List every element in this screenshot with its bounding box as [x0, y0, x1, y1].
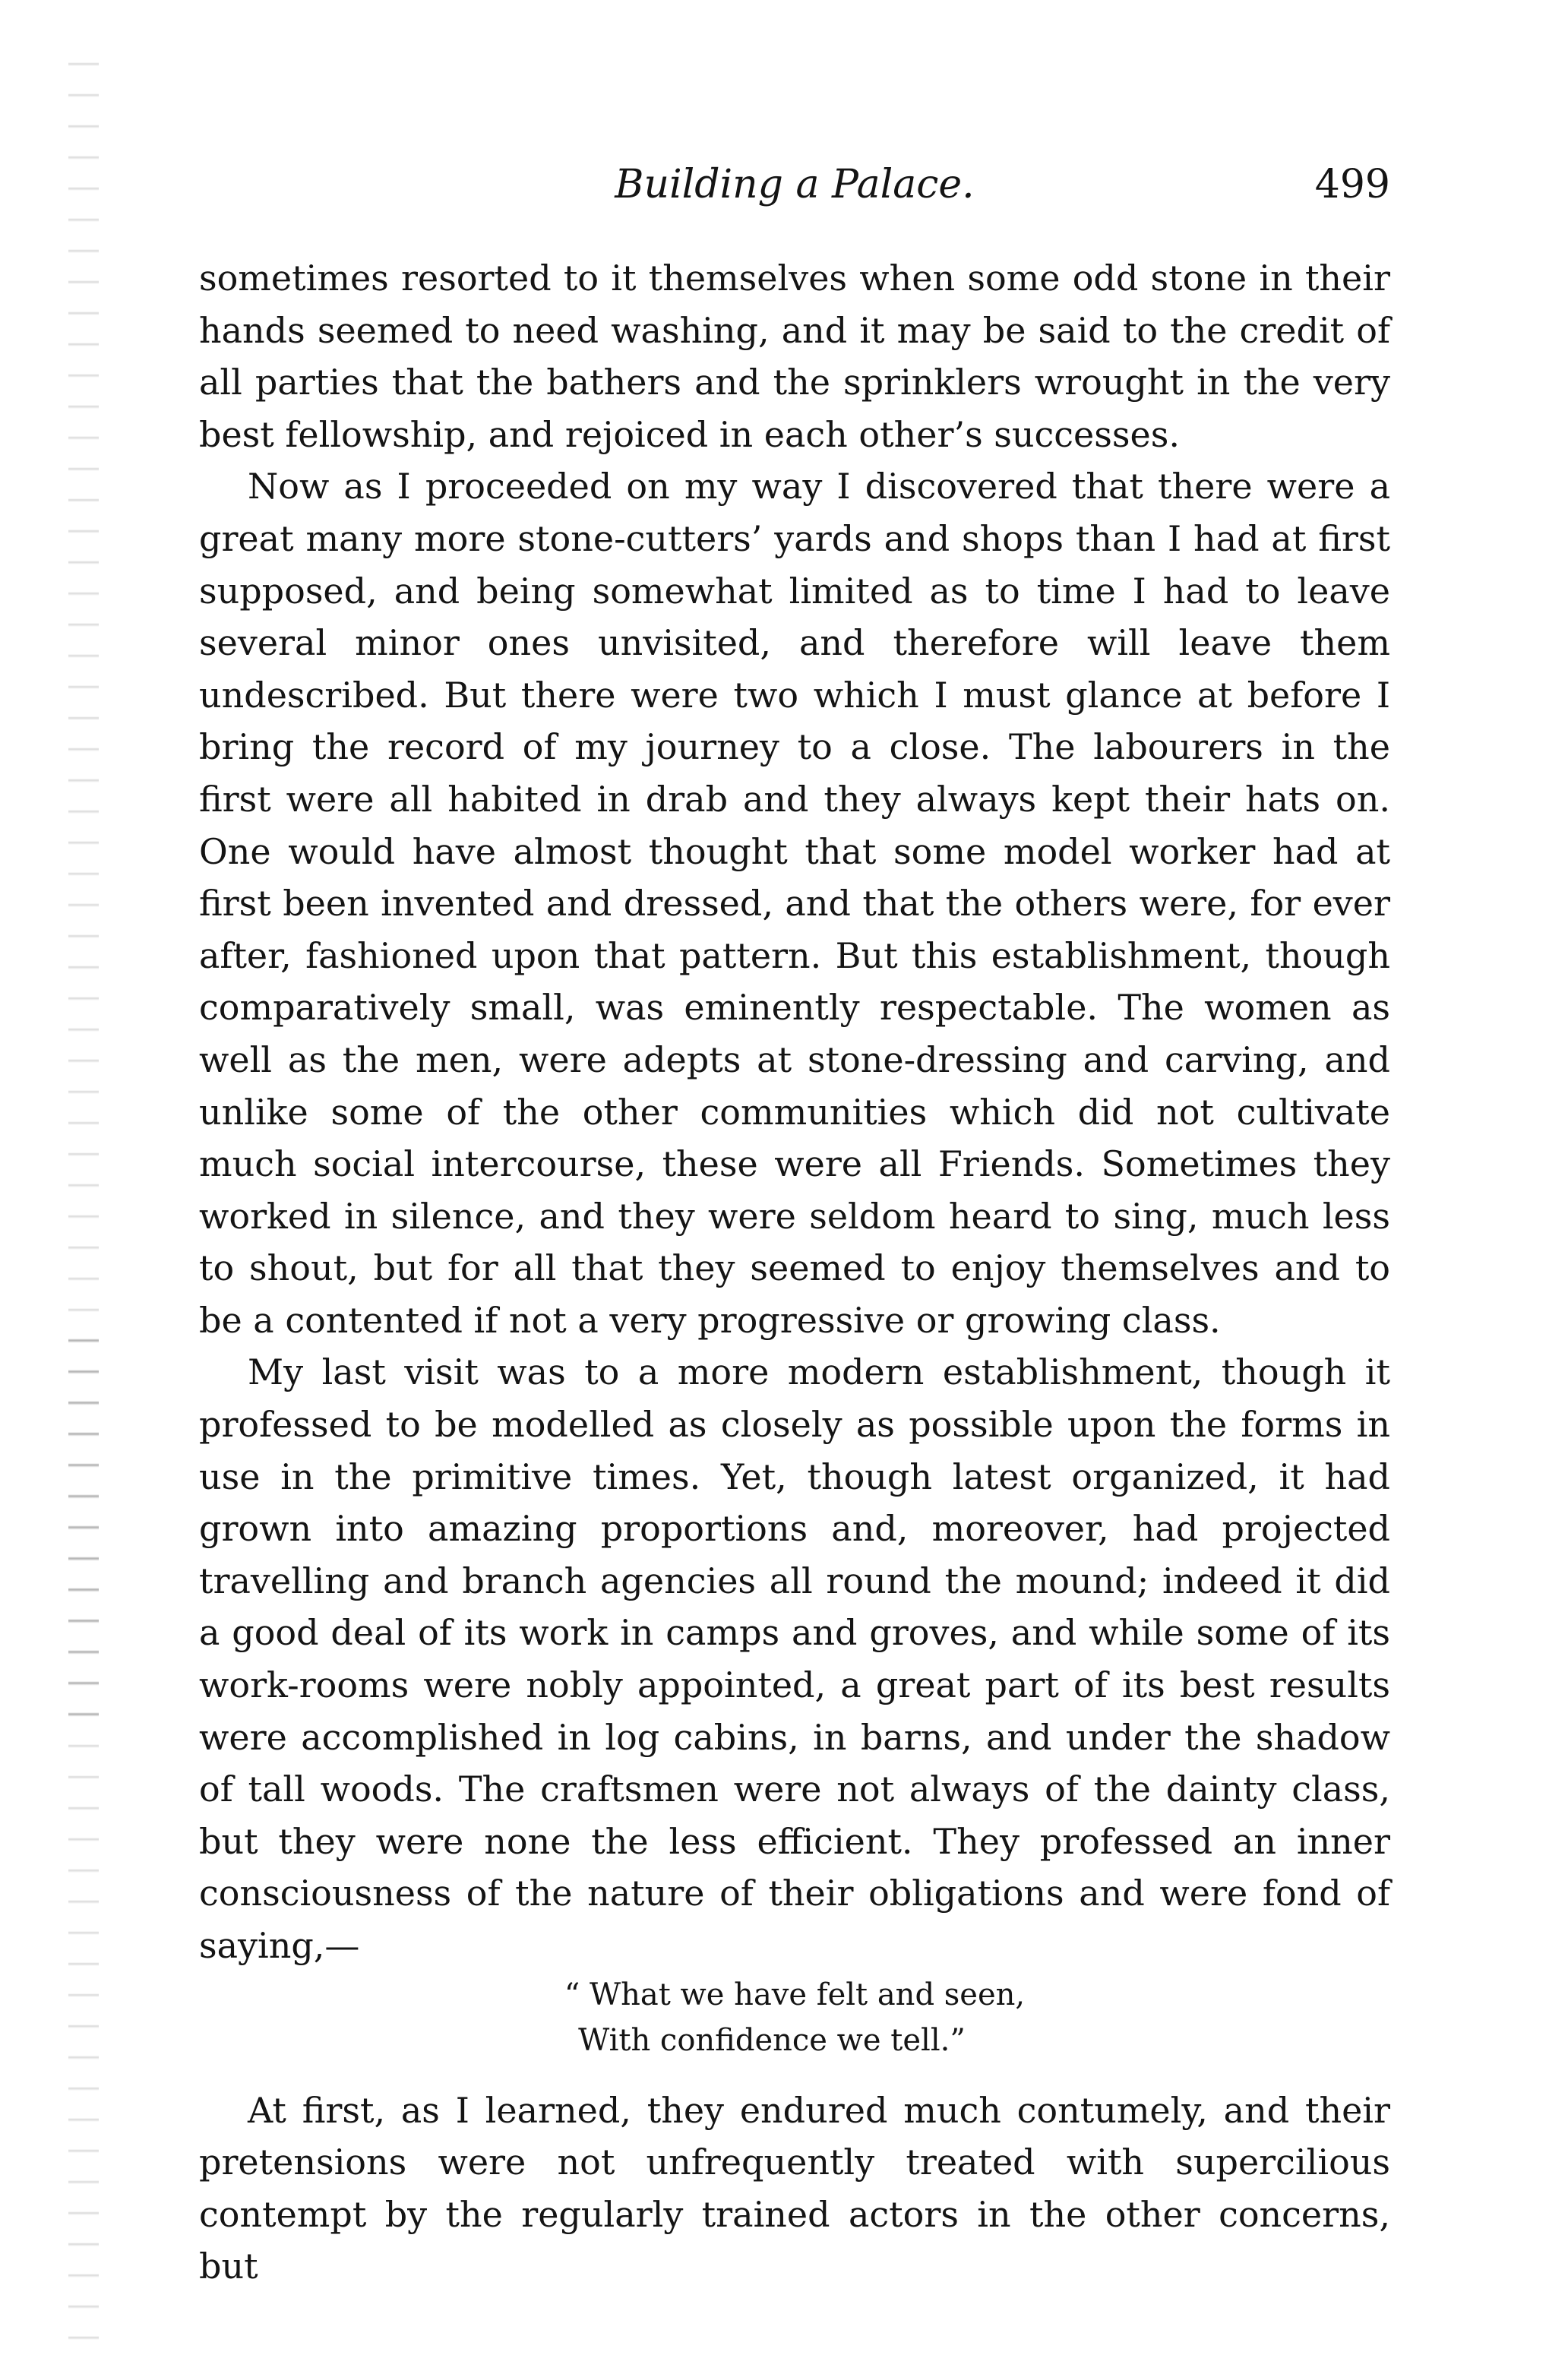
- paragraph-last-visit: My last visit was to a more modern establishment, though it professed to be modelled as closely as possible upon the forms in use in the primitive times. Yet, though latest organized, it had grown into amazing proportions and, moreover, had projected travelling and branch agencies all round the mound; indeed it did a good deal of its work in camps and groves, and while some of its work-rooms were nobly appointed, a great part of its best results were accomplished in log cabins, in barns, and under the shadow of tall woods. The craftsmen were not always of the dainty class, but they were none the less efficient. They professed an inner consciousness of the nature of their obligations and were fond of saying,—: [199, 1351, 1390, 1966]
- verse-line-2: With confidence we tell.”: [578, 2022, 966, 2058]
- body-text: [199, 252, 1390, 2293]
- scan-margin-artifact-dense: [68, 1322, 99, 1717]
- running-title: Building a Palace.: [615, 162, 975, 207]
- paragraph-stone-cutters: Now as I proceeded on my way I discovered that there were a great many more stone-cutters’ yards and shops than I had at first supposed, and being somewhat limited as to time I had to leave several minor ones unvisited, and therefore will leave them undescribed. But there were two which I must glance at before I bring the record of my journey to a close. The labourers in the first were all habited in drab and they always kept their hats on. One would have almost thought that some model worker had at first been invented and dressed, and that the others were, for ever after, fashioned upon that pattern. But this establishment, though comparatively small, was eminently respectable. The women as well as the men, were adepts at stone-dressing and carving, and unlike some of the other communities which did not cultivate much social intercourse, these were all Friends. Sometimes they worked in silence, and they were seldom heard to sing, much less to shout, but for all that they seemed to enjoy themselves and to be a contented if not a very progressive or growing class.: [199, 466, 1390, 1341]
- verse-quotation: [199, 1972, 1390, 2085]
- paragraph-contumely: At first, as I learned, they endured much contumely, and their pretensions were not unfrequently treated with supercilious contempt by the regularly trained actors in the other concerns, but: [199, 2089, 1390, 2287]
- running-head: [199, 158, 1390, 211]
- page-number: 499: [1314, 162, 1390, 207]
- verse-line-1: “ What we have felt and seen,: [564, 1977, 1026, 2012]
- paragraph-continued: sometimes resorted to it themselves when some odd stone in their hands seemed to need washing, and it may be said to the credit of all parties that the bathers and the sprinklers wrought in the very best fellowship, and rejoiced in each other’s successes.: [199, 258, 1390, 455]
- scan-margin-artifact: [68, 46, 99, 2363]
